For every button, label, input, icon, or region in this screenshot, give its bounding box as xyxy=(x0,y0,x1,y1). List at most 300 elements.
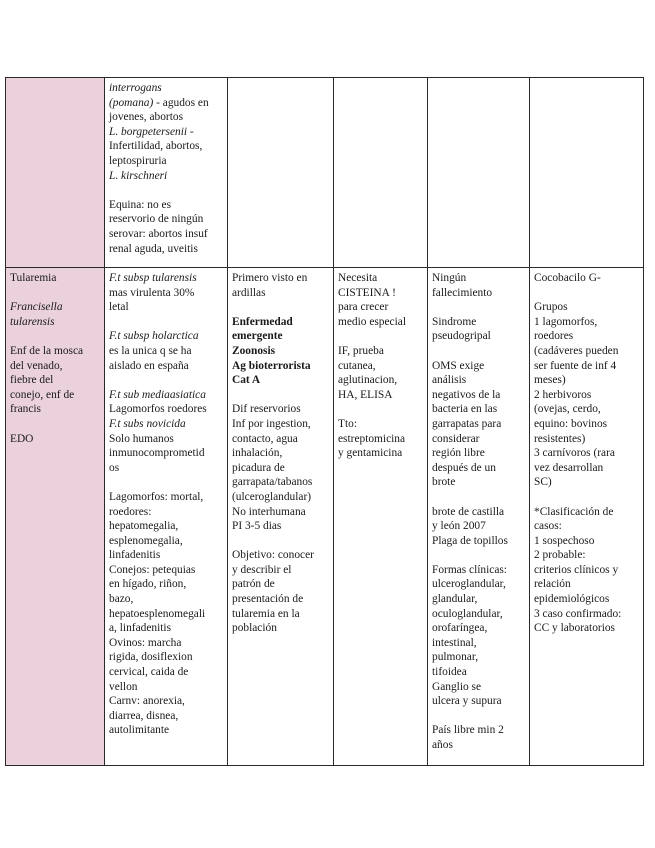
text-run: a, linfadenitis xyxy=(109,622,171,635)
text-line xyxy=(534,432,639,447)
text-line xyxy=(338,300,423,315)
text-line xyxy=(232,505,329,520)
table-row-tularemia xyxy=(6,268,644,766)
cell-disease xyxy=(6,78,105,268)
text-run: y gentamicina xyxy=(338,447,403,460)
text-run: Lagomorfos roedores xyxy=(109,403,207,416)
text-line xyxy=(109,432,223,447)
text-line xyxy=(10,315,100,330)
text-run: vellon xyxy=(109,680,138,693)
text-line xyxy=(109,621,223,636)
text-run: diarrea, disnea, xyxy=(109,709,179,722)
text-line xyxy=(109,650,223,665)
text-line xyxy=(109,96,223,111)
text-line xyxy=(432,344,525,359)
text-run: Infertilidad, abortos, xyxy=(109,140,203,153)
text-line xyxy=(232,490,329,505)
text-line xyxy=(534,519,639,534)
text-line xyxy=(432,694,525,709)
text-run: 3 caso confirmado: xyxy=(534,607,622,620)
text-line xyxy=(534,592,639,607)
text-line xyxy=(338,344,423,359)
text-line xyxy=(338,286,423,301)
text-run: Equina: no es xyxy=(109,198,172,211)
text-line xyxy=(432,577,525,592)
text-line xyxy=(432,519,525,534)
text-run: No interhumana xyxy=(232,505,306,518)
text-line xyxy=(109,709,223,724)
text-run: estreptomicina xyxy=(338,432,406,445)
text-line xyxy=(109,490,223,505)
text-line xyxy=(432,417,525,432)
text-line xyxy=(109,680,223,695)
text-run: bazo, xyxy=(109,593,134,606)
text-run: en hígado, riñon, xyxy=(109,578,187,591)
text-run: Ganglio se xyxy=(432,680,482,693)
text-run: Inf por ingestion, xyxy=(232,417,311,430)
text-line xyxy=(432,738,525,753)
text-line xyxy=(534,505,639,520)
text-run: fiebre del xyxy=(10,374,54,387)
text-run: esplenomegalia, xyxy=(109,534,183,547)
text-run: Necesita xyxy=(338,272,378,284)
text-run: años xyxy=(432,739,453,751)
text-run: Francisella xyxy=(10,301,63,314)
text-line xyxy=(534,271,639,286)
text-line xyxy=(232,286,329,301)
text-line xyxy=(432,432,525,447)
text-run: CISTEINA ! xyxy=(338,286,396,299)
text-line xyxy=(232,548,329,563)
text-run: F.t subsp tularensis xyxy=(109,272,197,284)
text-run: HA, ELISA xyxy=(338,388,393,401)
text-line xyxy=(109,286,223,301)
text-run: reservorio de ningún xyxy=(109,213,204,226)
text-line xyxy=(534,446,639,461)
text-line xyxy=(534,402,639,417)
text-line xyxy=(232,359,329,374)
text-line xyxy=(109,607,223,622)
text-line xyxy=(432,680,525,695)
text-line xyxy=(109,402,223,417)
text-run: OMS exige xyxy=(432,359,485,372)
text-line xyxy=(338,271,423,286)
cell-spain-situation xyxy=(428,78,530,268)
text-line xyxy=(534,388,639,403)
text-line xyxy=(10,417,100,432)
text-run: conejo, enf de xyxy=(10,388,75,401)
text-line xyxy=(109,227,223,242)
text-run: tularemia en la xyxy=(232,607,300,620)
text-line xyxy=(534,490,639,505)
text-run: Tularemia xyxy=(10,272,57,284)
text-line xyxy=(109,577,223,592)
text-run: Lagomorfos: mortal, xyxy=(109,490,204,503)
text-line xyxy=(109,271,223,286)
text-run: (pomana) xyxy=(109,96,154,109)
text-run: (cadáveres pueden xyxy=(534,344,619,357)
text-line xyxy=(232,563,329,578)
text-run: brote xyxy=(432,476,456,489)
text-run: y describir el xyxy=(232,563,292,576)
cell-disease xyxy=(6,268,105,766)
text-line xyxy=(432,665,525,680)
text-line xyxy=(109,548,223,563)
text-run: roedores xyxy=(534,330,574,343)
text-run: F.t subs novicida xyxy=(109,417,186,430)
text-run: - xyxy=(187,125,194,138)
cell-agent xyxy=(105,78,228,268)
cell-epidemiology xyxy=(228,78,334,268)
text-line xyxy=(109,329,223,344)
text-run: meses) xyxy=(534,374,566,387)
text-line xyxy=(232,461,329,476)
text-run: os xyxy=(109,461,120,474)
text-line xyxy=(109,183,223,198)
text-run: Sindrome xyxy=(432,315,477,328)
text-run: casos: xyxy=(534,520,562,533)
text-line xyxy=(109,592,223,607)
text-run: medio especial xyxy=(338,315,406,328)
text-line xyxy=(338,402,423,417)
text-line xyxy=(432,592,525,607)
text-run: contacto, agua xyxy=(232,432,298,445)
text-run: ardillas xyxy=(232,286,266,299)
text-line xyxy=(109,519,223,534)
text-run: glandular, xyxy=(432,593,478,606)
text-line xyxy=(10,359,100,374)
text-run: Ovinos: marcha xyxy=(109,636,182,649)
text-line xyxy=(109,198,223,213)
text-run: serovar: abortos insuf xyxy=(109,227,208,240)
text-line xyxy=(109,315,223,330)
text-line xyxy=(10,300,100,315)
text-line xyxy=(534,475,639,490)
text-run: hepatoesplenomegali xyxy=(109,607,206,620)
text-line xyxy=(109,388,223,403)
text-run: F.t subsp holarctica xyxy=(109,330,199,343)
text-run: relación xyxy=(534,578,571,591)
text-run: Carnv: anorexia, xyxy=(109,695,185,708)
cell-epidemiology xyxy=(228,268,334,766)
text-line xyxy=(338,329,423,344)
text-run: mas virulenta 30% xyxy=(109,286,195,299)
text-line xyxy=(232,607,329,622)
text-run: picadura de xyxy=(232,461,285,474)
text-line xyxy=(534,577,639,592)
text-run: hepatomegalia, xyxy=(109,520,179,533)
text-line xyxy=(432,563,525,578)
cell-notes xyxy=(530,268,644,766)
text-line xyxy=(109,110,223,125)
text-line xyxy=(338,446,423,461)
text-run: análisis xyxy=(432,374,467,387)
text-run: autolimitante xyxy=(109,724,170,737)
text-line xyxy=(109,373,223,388)
text-line xyxy=(432,548,525,563)
text-run: oculoglandular, xyxy=(432,607,503,620)
text-run: 1 lagomorfos, xyxy=(534,315,598,328)
text-run: EDO xyxy=(10,432,34,445)
text-line xyxy=(432,300,525,315)
text-run: garrapatas para xyxy=(432,417,502,430)
text-run: región libre xyxy=(432,447,485,460)
text-run: (ovejas, cerdo, xyxy=(534,403,601,416)
text-run: Formas clínicas: xyxy=(432,563,507,576)
text-run: Zoonosis xyxy=(232,344,276,357)
text-run: Tto: xyxy=(338,417,357,430)
text-line xyxy=(432,505,525,520)
text-run: Conejos: petequias xyxy=(109,563,196,576)
text-run: Grupos xyxy=(534,301,568,314)
text-line xyxy=(232,402,329,417)
text-line xyxy=(10,432,100,447)
text-run: aglutinacion, xyxy=(338,374,398,387)
text-run: para crecer xyxy=(338,301,389,314)
text-run: después de un xyxy=(432,461,496,474)
text-run: jovenes, abortos xyxy=(109,111,184,124)
cell-spain-situation xyxy=(428,268,530,766)
text-run: 2 probable: xyxy=(534,549,586,562)
text-run: intestinal, xyxy=(432,636,477,649)
text-line xyxy=(10,271,100,286)
text-run: Enfermedad xyxy=(232,315,293,328)
text-line xyxy=(232,432,329,447)
text-run: Primero visto en xyxy=(232,272,308,284)
text-line xyxy=(109,534,223,549)
text-line xyxy=(232,417,329,432)
text-run: cutanea, xyxy=(338,359,376,372)
text-run: del venado, xyxy=(10,359,63,372)
text-run: presentación de xyxy=(232,593,304,606)
text-run: 1 sospechoso xyxy=(534,534,595,547)
text-line xyxy=(432,534,525,549)
text-line xyxy=(10,329,100,344)
text-line xyxy=(432,461,525,476)
cell-diagnosis xyxy=(334,78,428,268)
text-run: población xyxy=(232,622,277,635)
text-line xyxy=(232,344,329,359)
text-run: 3 carnívoros (rara xyxy=(534,447,615,460)
text-run: Cat A xyxy=(232,374,261,387)
text-line xyxy=(534,359,639,374)
text-run: Ningún xyxy=(432,272,467,284)
text-line xyxy=(432,271,525,286)
text-line xyxy=(232,373,329,388)
text-run: (ulceroglandular) xyxy=(232,490,312,503)
text-run: L. borgpetersenii xyxy=(109,125,188,138)
text-line xyxy=(338,359,423,374)
text-run: roedores: xyxy=(109,505,152,518)
text-line xyxy=(338,432,423,447)
text-run: inmunocomprometid xyxy=(109,447,205,460)
text-line xyxy=(534,315,639,330)
text-run: IF, prueba xyxy=(338,344,384,357)
text-line xyxy=(534,329,639,344)
text-run: emergente xyxy=(232,330,283,343)
table-row-leptospira-continued xyxy=(6,78,644,268)
text-line xyxy=(109,694,223,709)
text-line xyxy=(432,329,525,344)
text-line xyxy=(534,300,639,315)
text-line xyxy=(432,446,525,461)
text-line xyxy=(534,461,639,476)
text-line xyxy=(534,344,639,359)
text-run: linfadenitis xyxy=(109,549,161,562)
text-line xyxy=(534,286,639,301)
text-line xyxy=(109,475,223,490)
text-line xyxy=(432,402,525,417)
text-line xyxy=(10,402,100,417)
text-run: Objetivo: conocer xyxy=(232,549,314,562)
text-run: ser fuente de inf 4 xyxy=(534,359,617,372)
text-line xyxy=(432,621,525,636)
text-run: Ag bioterrorista xyxy=(232,359,311,372)
text-line xyxy=(10,373,100,388)
text-line xyxy=(109,446,223,461)
text-line xyxy=(232,577,329,592)
text-line xyxy=(232,329,329,344)
text-line xyxy=(534,373,639,388)
text-line xyxy=(432,607,525,622)
text-run: brote de castilla xyxy=(432,505,505,518)
text-run: y león 2007 xyxy=(432,520,486,533)
text-line xyxy=(10,344,100,359)
text-run: ulceroglandular, xyxy=(432,578,506,591)
text-run: letal xyxy=(109,301,129,314)
text-line xyxy=(109,665,223,680)
text-run: renal aguda, uveitis xyxy=(109,242,198,255)
text-line xyxy=(432,490,525,505)
text-line xyxy=(109,139,223,154)
text-line xyxy=(432,475,525,490)
text-line xyxy=(432,388,525,403)
text-line xyxy=(432,650,525,665)
text-run: pseudogripal xyxy=(432,330,491,343)
text-line xyxy=(338,373,423,388)
text-line xyxy=(232,315,329,330)
text-line xyxy=(232,271,329,286)
text-line xyxy=(432,636,525,651)
cell-agent xyxy=(105,268,228,766)
text-run: pulmonar, xyxy=(432,651,479,664)
text-line xyxy=(109,212,223,227)
text-line xyxy=(109,461,223,476)
text-run: tifoidea xyxy=(432,666,467,679)
text-line xyxy=(338,315,423,330)
text-line xyxy=(109,125,223,140)
text-run: orofaríngea, xyxy=(432,622,488,635)
text-run: es la unica q se ha xyxy=(109,344,192,357)
text-line xyxy=(109,242,223,257)
text-line xyxy=(109,300,223,315)
text-run: criterios clínicos y xyxy=(534,563,619,576)
text-line xyxy=(534,534,639,549)
text-line xyxy=(10,388,100,403)
text-run: considerar xyxy=(432,432,480,445)
text-run: bacteria en las xyxy=(432,403,498,416)
cell-notes xyxy=(530,78,644,268)
text-line xyxy=(338,388,423,403)
text-line xyxy=(338,417,423,432)
text-run: inhalación, xyxy=(232,447,283,460)
text-run: ulcera y supura xyxy=(432,695,502,708)
text-line xyxy=(534,417,639,432)
text-line xyxy=(432,359,525,374)
text-line xyxy=(432,723,525,738)
text-line xyxy=(109,563,223,578)
zoonosis-table xyxy=(5,77,644,766)
text-run: resistentes) xyxy=(534,432,586,445)
text-run: Dif reservorios xyxy=(232,403,301,416)
text-run: *Clasificación de xyxy=(534,505,614,518)
text-run: negativos de la xyxy=(432,388,501,401)
text-line xyxy=(432,315,525,330)
text-line xyxy=(10,286,100,301)
text-line xyxy=(432,709,525,724)
text-run: Cocobacilo G- xyxy=(534,272,601,284)
cell-diagnosis xyxy=(334,268,428,766)
text-run: vez desarrollan xyxy=(534,461,604,474)
text-run: F.t sub mediaasiatica xyxy=(109,388,206,401)
text-line xyxy=(232,519,329,534)
text-line xyxy=(109,359,223,374)
text-run: - agudos en xyxy=(153,96,209,109)
text-run: garrapata/tabanos xyxy=(232,476,313,489)
text-line xyxy=(432,286,525,301)
text-line xyxy=(432,373,525,388)
text-line xyxy=(232,300,329,315)
text-run: Plaga de topillos xyxy=(432,534,508,547)
text-run: tularensis xyxy=(10,315,55,328)
text-run: francis xyxy=(10,403,41,416)
text-run: SC) xyxy=(534,476,552,489)
text-line xyxy=(109,344,223,359)
text-line xyxy=(534,621,639,636)
text-line xyxy=(534,548,639,563)
text-run: fallecimiento xyxy=(432,286,493,299)
text-line xyxy=(232,388,329,403)
text-run: L. kirschneri xyxy=(109,169,168,182)
text-line xyxy=(232,534,329,549)
text-line xyxy=(109,505,223,520)
text-run: País libre min 2 xyxy=(432,724,504,737)
text-line xyxy=(109,636,223,651)
text-run: leptospiruria xyxy=(109,154,167,167)
text-line xyxy=(232,621,329,636)
text-run: patrón de xyxy=(232,578,275,591)
text-line xyxy=(534,563,639,578)
text-line xyxy=(109,81,223,96)
text-line xyxy=(232,592,329,607)
text-run: Enf de la mosca xyxy=(10,344,84,357)
text-line xyxy=(109,417,223,432)
text-line xyxy=(109,169,223,184)
text-run: 2 herbivoros xyxy=(534,388,592,401)
text-run: equino: bovinos xyxy=(534,417,608,430)
text-run: cervical, caida de xyxy=(109,666,189,679)
text-run: interrogans xyxy=(109,82,162,94)
text-line xyxy=(534,607,639,622)
text-run: aislado en españa xyxy=(109,359,189,372)
text-line xyxy=(232,475,329,490)
text-run: PI 3-5 dias xyxy=(232,520,282,533)
text-line xyxy=(109,154,223,169)
text-line xyxy=(109,723,223,738)
text-run: rigida, dosiflexion xyxy=(109,651,193,664)
text-run: CC y laboratorios xyxy=(534,622,615,635)
text-run: epidemiológicos xyxy=(534,593,610,606)
